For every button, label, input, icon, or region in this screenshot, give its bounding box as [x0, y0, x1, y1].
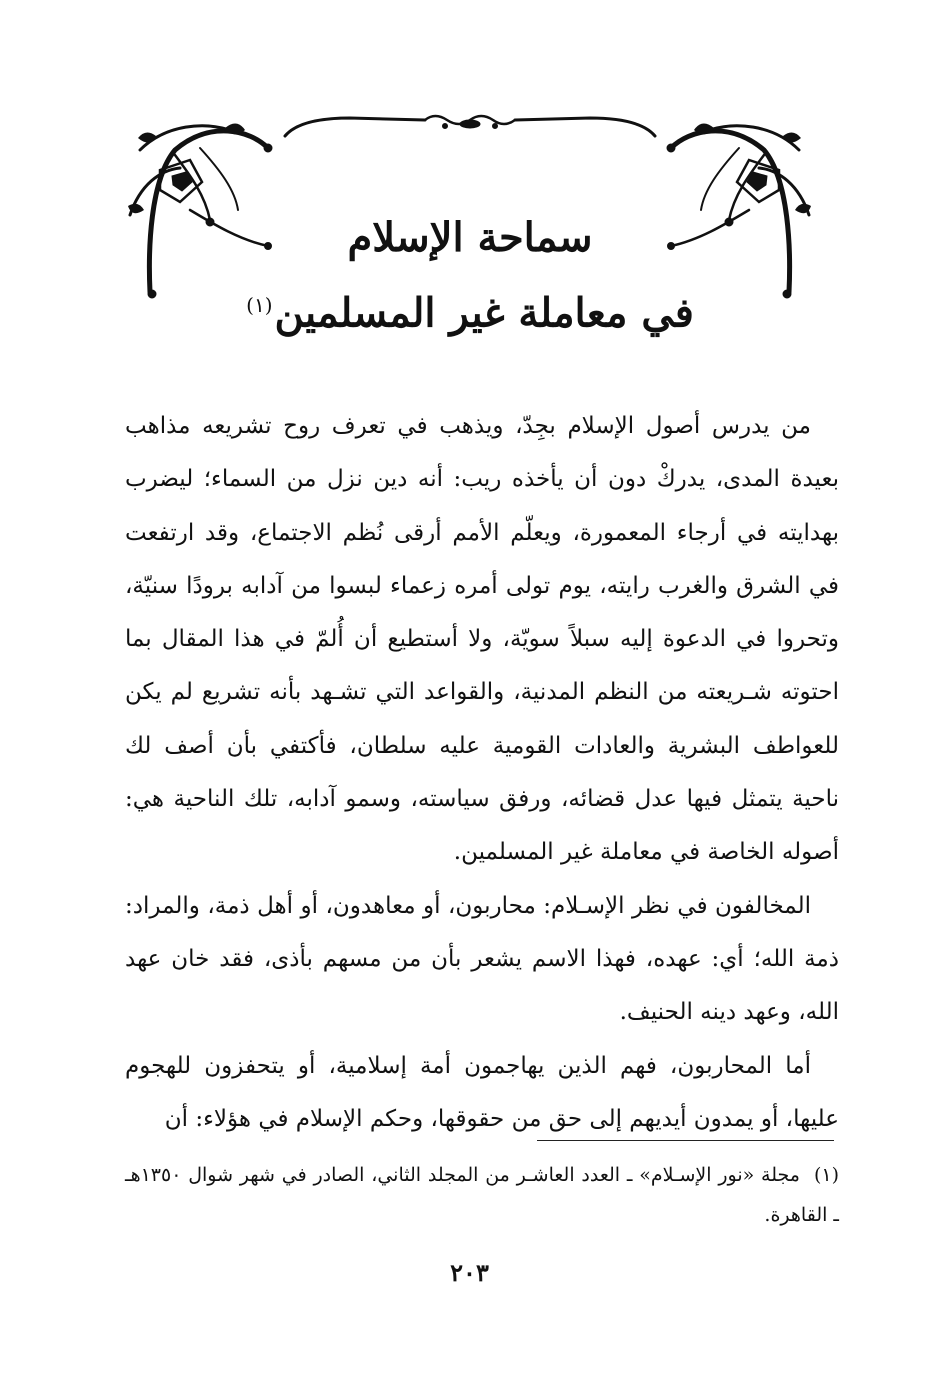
body-text: [125, 400, 839, 1146]
footnote: [125, 1155, 839, 1235]
chapter-subtitle: [200, 275, 740, 343]
top-swash-ornament: [285, 116, 655, 136]
chapter-title-line-1: سماحة الإسلام: [347, 214, 593, 261]
page-number: ٢٠٣: [450, 1258, 489, 1287]
chapter-title-line-2: في معاملة غير المسلمين: [274, 289, 694, 337]
paragraph: المخالفون في نظر الإسـلام: محاربون، أو معاهدون، أو أهل ذمة، والمراد: ذمة الله؛ أي: عهده، فهذا الاسم يشعر بأن من مسهم بأذى، فقد خان عهد الله، وعهد دينه الحنيف.: [125, 892, 839, 1026]
paragraph: من يدرس أصول الإسلام بجِدّ، ويذهب في تعرف روح تشريعه مذاهب بعيدة المدى، يدركْ دون أن يأخذه ريب: أنه دين نزل من السماء؛ ليضرب بهدايته في أرجاء المعمورة، ويعلّم الأمم أرقى نُظم الاجتماع، وقد ارتفعت في الشرق والغرب رايته، يوم تولى أمره زعماء لبسوا من آدابه برودًا سنيّة، وتحروا في الدعوة إليه سبلاً سويّة، ولا أستطيع أن أُلمّ في هذا المقال بما احتوته شـريعته من النظم المدنية، والقواعد التي تشـهد بأنه تشريع لم يكن للعواطف البشرية والعادات القومية عليه سلطان، فأكتفي بأن أصف لك ناحية يتمثل فيها عدل قضائه، ورفق سياسته، وسمو آدابه، تلك الناحية هي: أصوله الخاصة في معاملة غير المسلمين.: [125, 413, 839, 866]
footnote-number: (١): [813, 1164, 839, 1186]
footnote-separator: [537, 1140, 834, 1141]
paragraph: أما المحاربون، فهم الذين يهاجمون أمة إسلامية، أو يتحفزون للهجوم عليها، أو يمدون أيديهم إلى حق من حقوقها، وحكم الإسلام في هؤلاء: أن: [125, 1052, 839, 1132]
chapter-title: [200, 208, 740, 268]
footnote-text: مجلة «نور الإسـلام» ـ العدد العاشـر من المجلد الثاني، الصادر في شهر شوال ١٣٥٠هـ ـ القاهرة.: [125, 1164, 839, 1226]
footnote-reference[interactable]: (١): [246, 293, 273, 317]
